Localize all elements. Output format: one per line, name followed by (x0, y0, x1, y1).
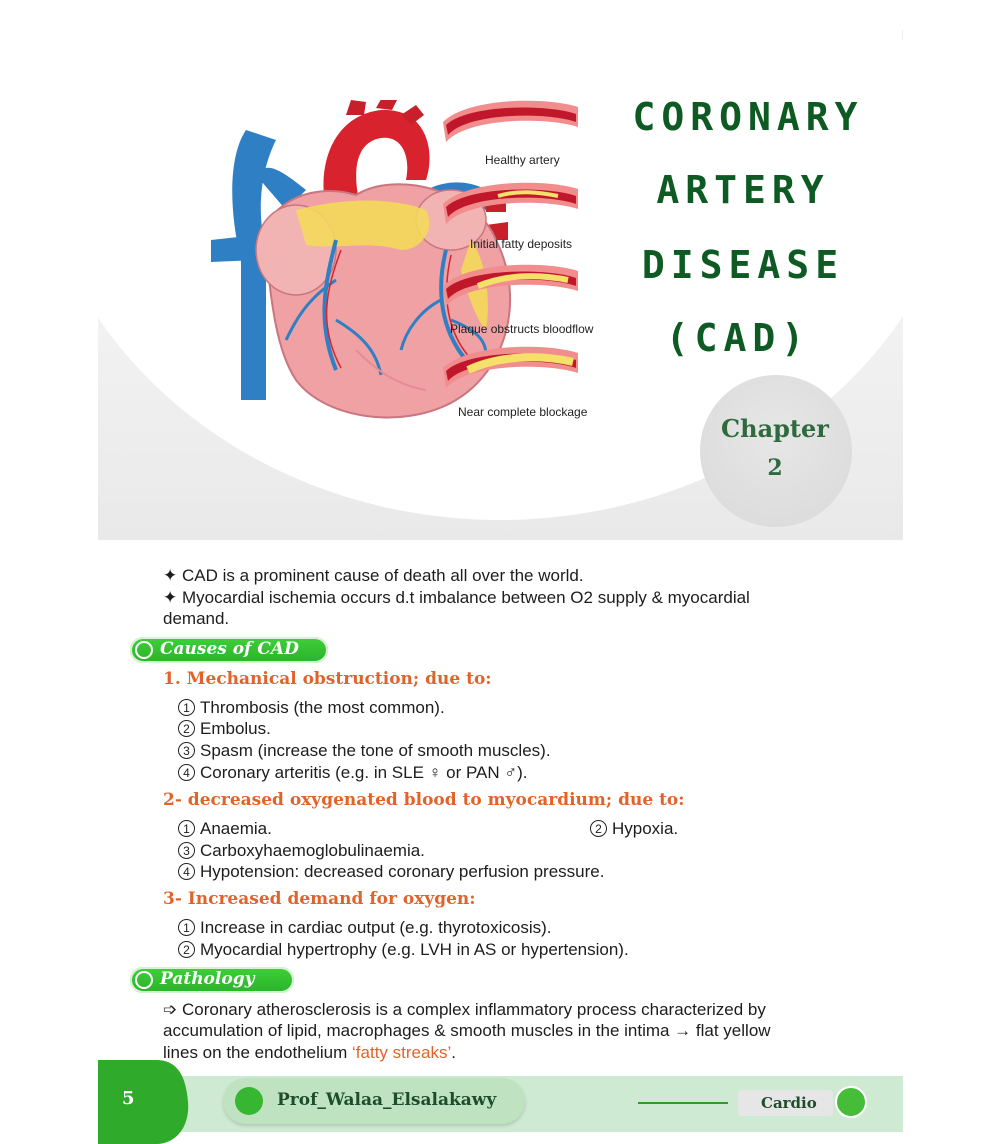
circle-icon (135, 641, 153, 659)
cause2-item-2 (590, 818, 678, 839)
intro-line-2: ✦ Myocardial ischemia occurs d.t imbalance between O2 supply & myocardial (163, 588, 750, 607)
number-circle-icon: 1 (178, 699, 195, 716)
title-line-4: (CAD) (665, 316, 811, 360)
artery-label-blockage: Near complete blockage (458, 405, 588, 419)
cause2-item-4-text: Hypotension: decreased coronary perfusion pressure. (200, 862, 605, 881)
causes-heading-1: 1. Mechanical obstruction; due to: (163, 669, 492, 689)
number-circle-icon: 2 (178, 941, 195, 958)
section-label: Cardio (761, 1094, 817, 1112)
cause1-item-2 (178, 718, 271, 739)
chapter-number: 2 (767, 455, 783, 481)
intro-line-1: ✦ CAD is a prominent cause of death all over the world. (163, 566, 584, 585)
number-circle-icon: 2 (590, 820, 607, 837)
title-line-1: CORONARY (632, 95, 864, 139)
pathology-line-3-start: lines on the endothelium (163, 1043, 353, 1062)
intro-line-3: demand. (163, 609, 230, 628)
pathology-line-3-end: . (451, 1043, 456, 1062)
hero-section (98, 0, 903, 540)
cause2-item-1-text: Anaemia. (200, 819, 272, 838)
cause1-item-1 (178, 697, 445, 718)
artery-label-plaque: Plaque obstructs bloodflow (450, 322, 594, 336)
cause1-item-4-text: Coronary arteritis (e.g. in SLE ♀ or PAN ♂). (200, 763, 528, 782)
circle-icon (835, 1086, 867, 1118)
number-circle-icon: 4 (178, 863, 195, 880)
cause3-item-2-text: Myocardial hypertrophy (e.g. LVH in AS or hypertension). (200, 940, 629, 959)
cause1-item-2-text: Embolus. (200, 719, 271, 738)
page-number: 5 (122, 1088, 135, 1109)
cause2-item-3 (178, 840, 425, 861)
cause3-item-1-text: Increase in cardiac output (e.g. thyrotoxicosis). (200, 918, 552, 937)
number-circle-icon: 4 (178, 764, 195, 781)
causes-heading-3: 3- Increased demand for oxygen: (163, 889, 476, 909)
title-line-2: ARTERY (656, 168, 830, 212)
page-tab-curve (98, 1060, 208, 1144)
number-circle-icon: 3 (178, 742, 195, 759)
circle-icon (235, 1087, 263, 1115)
number-circle-icon: 1 (178, 919, 195, 936)
number-circle-icon: 1 (178, 820, 195, 837)
pathology-line-1: ➩ Coronary atherosclerosis is a complex inflammatory process characterized by (163, 1000, 766, 1019)
cause2-item-3-text: Carboxyhaemoglobulinaemia. (200, 841, 425, 860)
cause1-item-1-text: Thrombosis (the most common). (200, 698, 445, 717)
cause3-item-1 (178, 917, 552, 938)
artery-label-initial: Initial fatty deposits (470, 237, 573, 251)
number-circle-icon: 3 (178, 842, 195, 859)
cause3-item-2 (178, 939, 629, 960)
cause1-item-4 (178, 762, 528, 783)
cause2-item-1 (178, 818, 272, 839)
circle-icon (135, 971, 153, 989)
pathology-section-title: Pathology (160, 969, 255, 989)
cause2-item-2-text: Hypoxia. (612, 819, 679, 838)
number-circle-icon: 2 (178, 720, 195, 737)
causes-section-title: Causes of CAD (160, 639, 299, 659)
artery-stages-illustration (438, 92, 588, 412)
cause2-item-4 (178, 861, 604, 882)
causes-section-pill (130, 637, 328, 663)
chapter-label: Chapter (721, 414, 829, 443)
author-pill (223, 1078, 525, 1124)
fatty-streaks-highlight: ‘fatty streaks’ (352, 1043, 452, 1062)
cause1-item-3 (178, 740, 551, 761)
pathology-section-pill (130, 967, 294, 993)
title-line-3: DISEASE (641, 243, 845, 287)
cause1-item-3-text: Spasm (increase the tone of smooth muscles). (200, 741, 551, 760)
page (98, 0, 903, 1144)
causes-heading-2: 2- decreased oxygenated blood to myocardium; due to: (163, 790, 685, 810)
footer-divider (638, 1102, 728, 1104)
page-footer (98, 1060, 903, 1144)
pathology-line-2: accumulation of lipid, macrophages & smooth muscles in the intima → flat yellow (163, 1021, 771, 1040)
artery-label-healthy: Healthy artery (485, 153, 560, 167)
author-name: Prof_Walaa_Elsalakawy (277, 1090, 497, 1110)
